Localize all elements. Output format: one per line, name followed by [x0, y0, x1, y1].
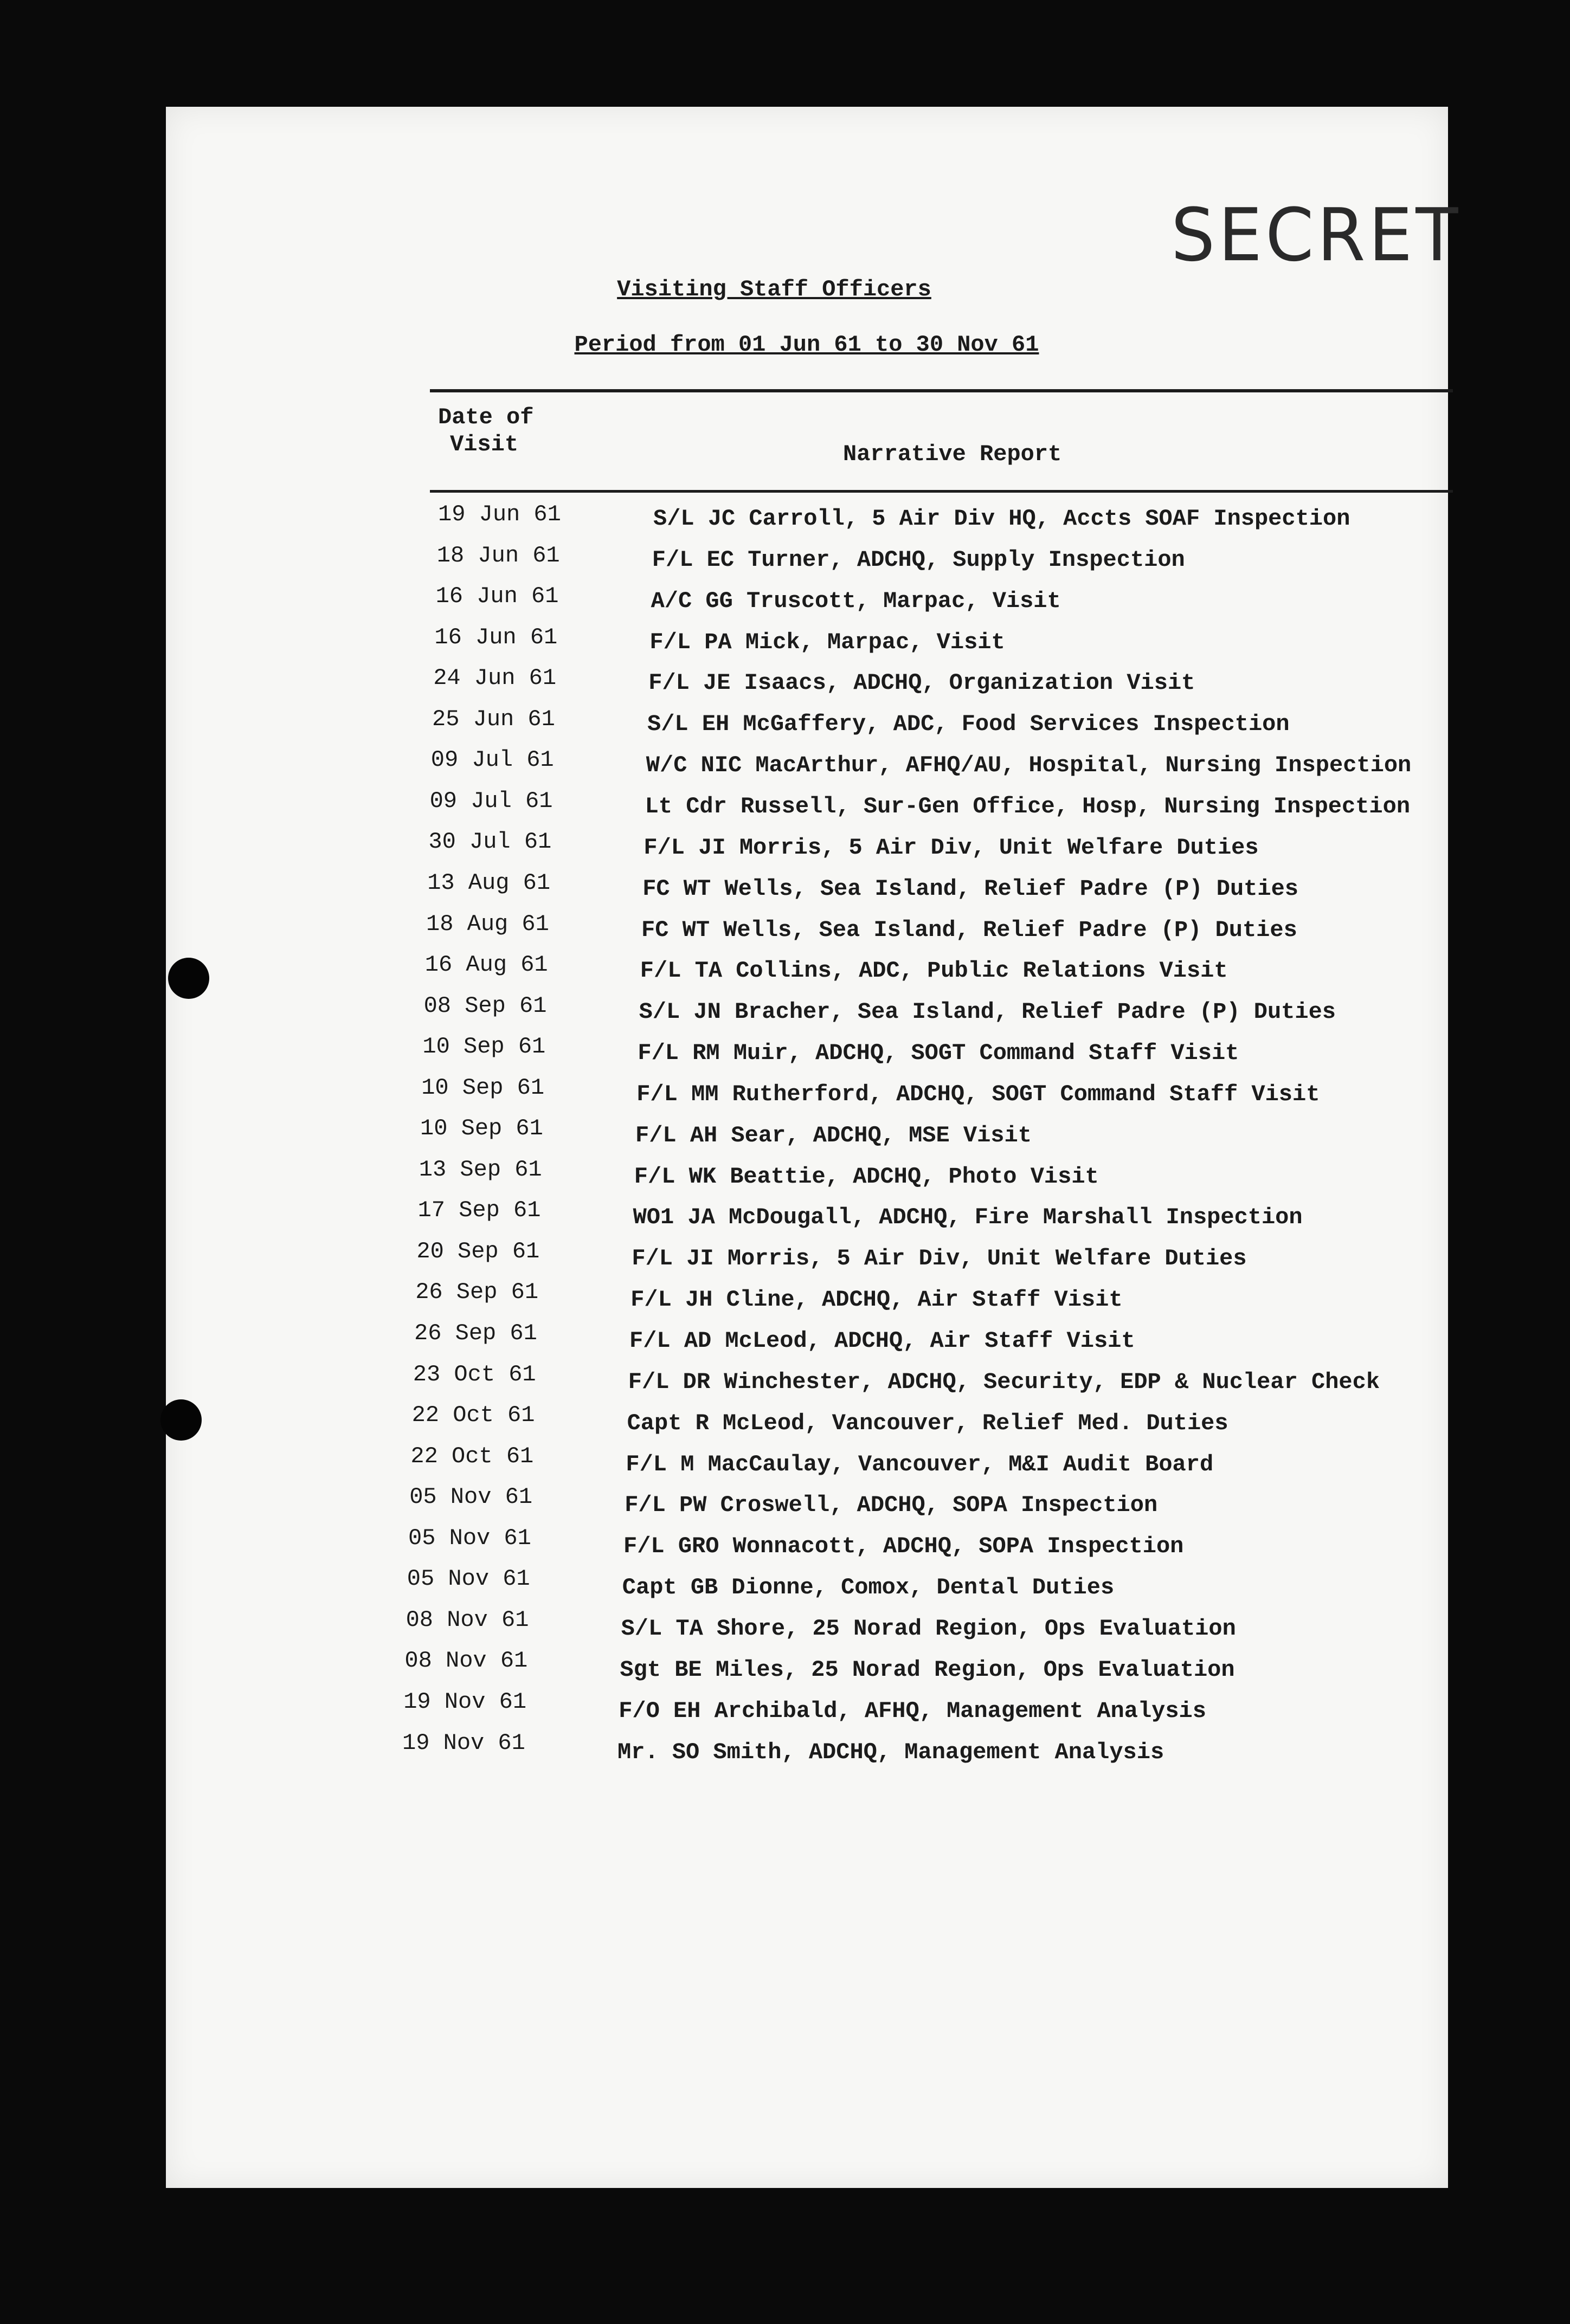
visit-narrative: F/L DR Winchester, ADCHQ, Security, EDP & Nuclear Check — [628, 1368, 1380, 1395]
visit-narrative: F/L M MacCaulay, Vancouver, M&I Audit Board — [626, 1451, 1214, 1477]
secret-stamp: SECRET — [1171, 193, 1462, 278]
visit-date: 20 Sep 61 — [416, 1238, 540, 1264]
visit-narrative: F/L MM Rutherford, ADCHQ, SOGT Command Staff Visit — [636, 1081, 1320, 1107]
visit-date: 05 Nov 61 — [407, 1566, 530, 1592]
visit-narrative: F/L GRO Wonnacott, ADCHQ, SOPA Inspection — [623, 1533, 1184, 1560]
visit-narrative: W/C NIC MacArthur, AFHQ/AU, Hospital, Nursing Inspection — [646, 752, 1412, 779]
period-line: Period from 01 Jun 61 to 30 Nov 61 — [574, 332, 1039, 358]
visit-narrative: FC WT Wells, Sea Island, Relief Padre (P) Duties — [641, 916, 1297, 943]
header-rule — [430, 490, 1453, 493]
visit-narrative: F/L AH Sear, ADCHQ, MSE Visit — [635, 1122, 1032, 1148]
visit-narrative: S/L JN Bracher, Sea Island, Relief Padre (P) Duties — [639, 999, 1336, 1025]
visit-narrative: F/L TA Collins, ADC, Public Relations Visit — [640, 958, 1228, 984]
visit-date: 18 Jun 61 — [436, 542, 560, 569]
visit-narrative: Mr. SO Smith, ADCHQ, Management Analysis — [617, 1739, 1164, 1765]
punch-hole — [168, 958, 209, 999]
visit-date: 17 Sep 61 — [417, 1197, 541, 1224]
visit-date: 30 Jul 61 — [428, 829, 552, 855]
visit-narrative: F/L JE Isaacs, ADCHQ, Organization Visit — [648, 670, 1195, 696]
visit-date: 24 Jun 61 — [433, 665, 557, 692]
visit-date: 13 Sep 61 — [419, 1156, 542, 1183]
visit-date: 16 Jun 61 — [435, 583, 559, 610]
visit-date: 18 Aug 61 — [426, 911, 549, 937]
visit-narrative: WO1 JA McDougall, ADCHQ, Fire Marshall Inspection — [633, 1204, 1303, 1231]
punch-hole — [160, 1399, 202, 1441]
visit-narrative: FC WT Wells, Sea Island, Relief Padre (P) Duties — [642, 875, 1298, 902]
visit-narrative: Lt Cdr Russell, Sur-Gen Office, Hosp, Nursing Inspection — [645, 793, 1411, 819]
visit-date: 08 Nov 61 — [404, 1648, 528, 1674]
visit-date: 10 Sep 61 — [420, 1115, 543, 1142]
visit-date: 19 Jun 61 — [438, 501, 561, 527]
visit-narrative: F/L JH Cline, ADCHQ, Air Staff Visit — [630, 1287, 1123, 1313]
visit-date: 16 Jun 61 — [434, 624, 558, 650]
visit-narrative: S/L TA Shore, 25 Norad Region, Ops Evaluation — [621, 1615, 1236, 1642]
document-title: Visiting Staff Officers — [617, 276, 931, 302]
visit-date: 22 Oct 61 — [411, 1402, 535, 1429]
visit-date: 23 Oct 61 — [413, 1361, 536, 1387]
visit-narrative: F/O EH Archibald, AFHQ, Management Analysis — [619, 1697, 1206, 1724]
visit-narrative: Sgt BE Miles, 25 Norad Region, Ops Evaluation — [620, 1656, 1235, 1683]
visit-date: 05 Nov 61 — [408, 1525, 531, 1551]
visit-narrative: F/L PA Mick, Marpac, Visit — [649, 629, 1005, 655]
visit-date: 19 Nov 61 — [402, 1729, 525, 1756]
visit-date: 09 Jul 61 — [430, 747, 554, 773]
date-header-line2: Visit — [450, 431, 519, 457]
visit-date: 08 Sep 61 — [423, 992, 547, 1019]
visit-narrative: Capt R McLeod, Vancouver, Relief Med. Duties — [627, 1410, 1228, 1436]
visit-date: 22 Oct 61 — [410, 1443, 534, 1469]
visit-narrative: S/L EH McGaffery, ADC, Food Services Inspection — [647, 711, 1290, 738]
visit-narrative: F/L JI Morris, 5 Air Div, Unit Welfare Duties — [632, 1245, 1247, 1272]
date-header-line1: Date of — [438, 404, 534, 430]
visit-narrative: F/L WK Beattie, ADCHQ, Photo Visit — [634, 1163, 1099, 1190]
visit-narrative: Capt GB Dionne, Comox, Dental Duties — [622, 1574, 1115, 1601]
visit-date: 26 Sep 61 — [415, 1279, 539, 1306]
top-rule — [430, 389, 1453, 392]
visit-date: 26 Sep 61 — [414, 1320, 537, 1346]
visit-date: 09 Jul 61 — [429, 787, 553, 814]
visit-narrative: F/L JI Morris, 5 Air Div, Unit Welfare Duties — [644, 834, 1259, 861]
visit-date: 08 Nov 61 — [406, 1606, 529, 1633]
visit-date: 05 Nov 61 — [409, 1484, 533, 1510]
visit-narrative: F/L EC Turner, ADCHQ, Supply Inspection — [652, 546, 1185, 573]
visit-date: 10 Sep 61 — [422, 1034, 546, 1060]
visit-date: 19 Nov 61 — [403, 1688, 527, 1715]
visit-narrative: A/C GG Truscott, Marpac, Visit — [651, 588, 1061, 614]
visit-narrative: F/L AD McLeod, ADCHQ, Air Staff Visit — [629, 1328, 1135, 1354]
narrative-header: Narrative Report — [843, 441, 1062, 467]
visit-narrative: F/L RM Muir, ADCHQ, SOGT Command Staff Visit — [638, 1040, 1239, 1067]
visit-narrative: S/L JC Carroll, 5 Air Div HQ, Accts SOAF Inspection — [653, 506, 1350, 532]
visit-date: 10 Sep 61 — [421, 1074, 545, 1101]
visit-date: 13 Aug 61 — [427, 869, 551, 896]
visit-narrative: F/L PW Croswell, ADCHQ, SOPA Inspection — [625, 1492, 1158, 1519]
visit-date: 25 Jun 61 — [432, 706, 555, 732]
visit-date: 16 Aug 61 — [424, 952, 548, 978]
